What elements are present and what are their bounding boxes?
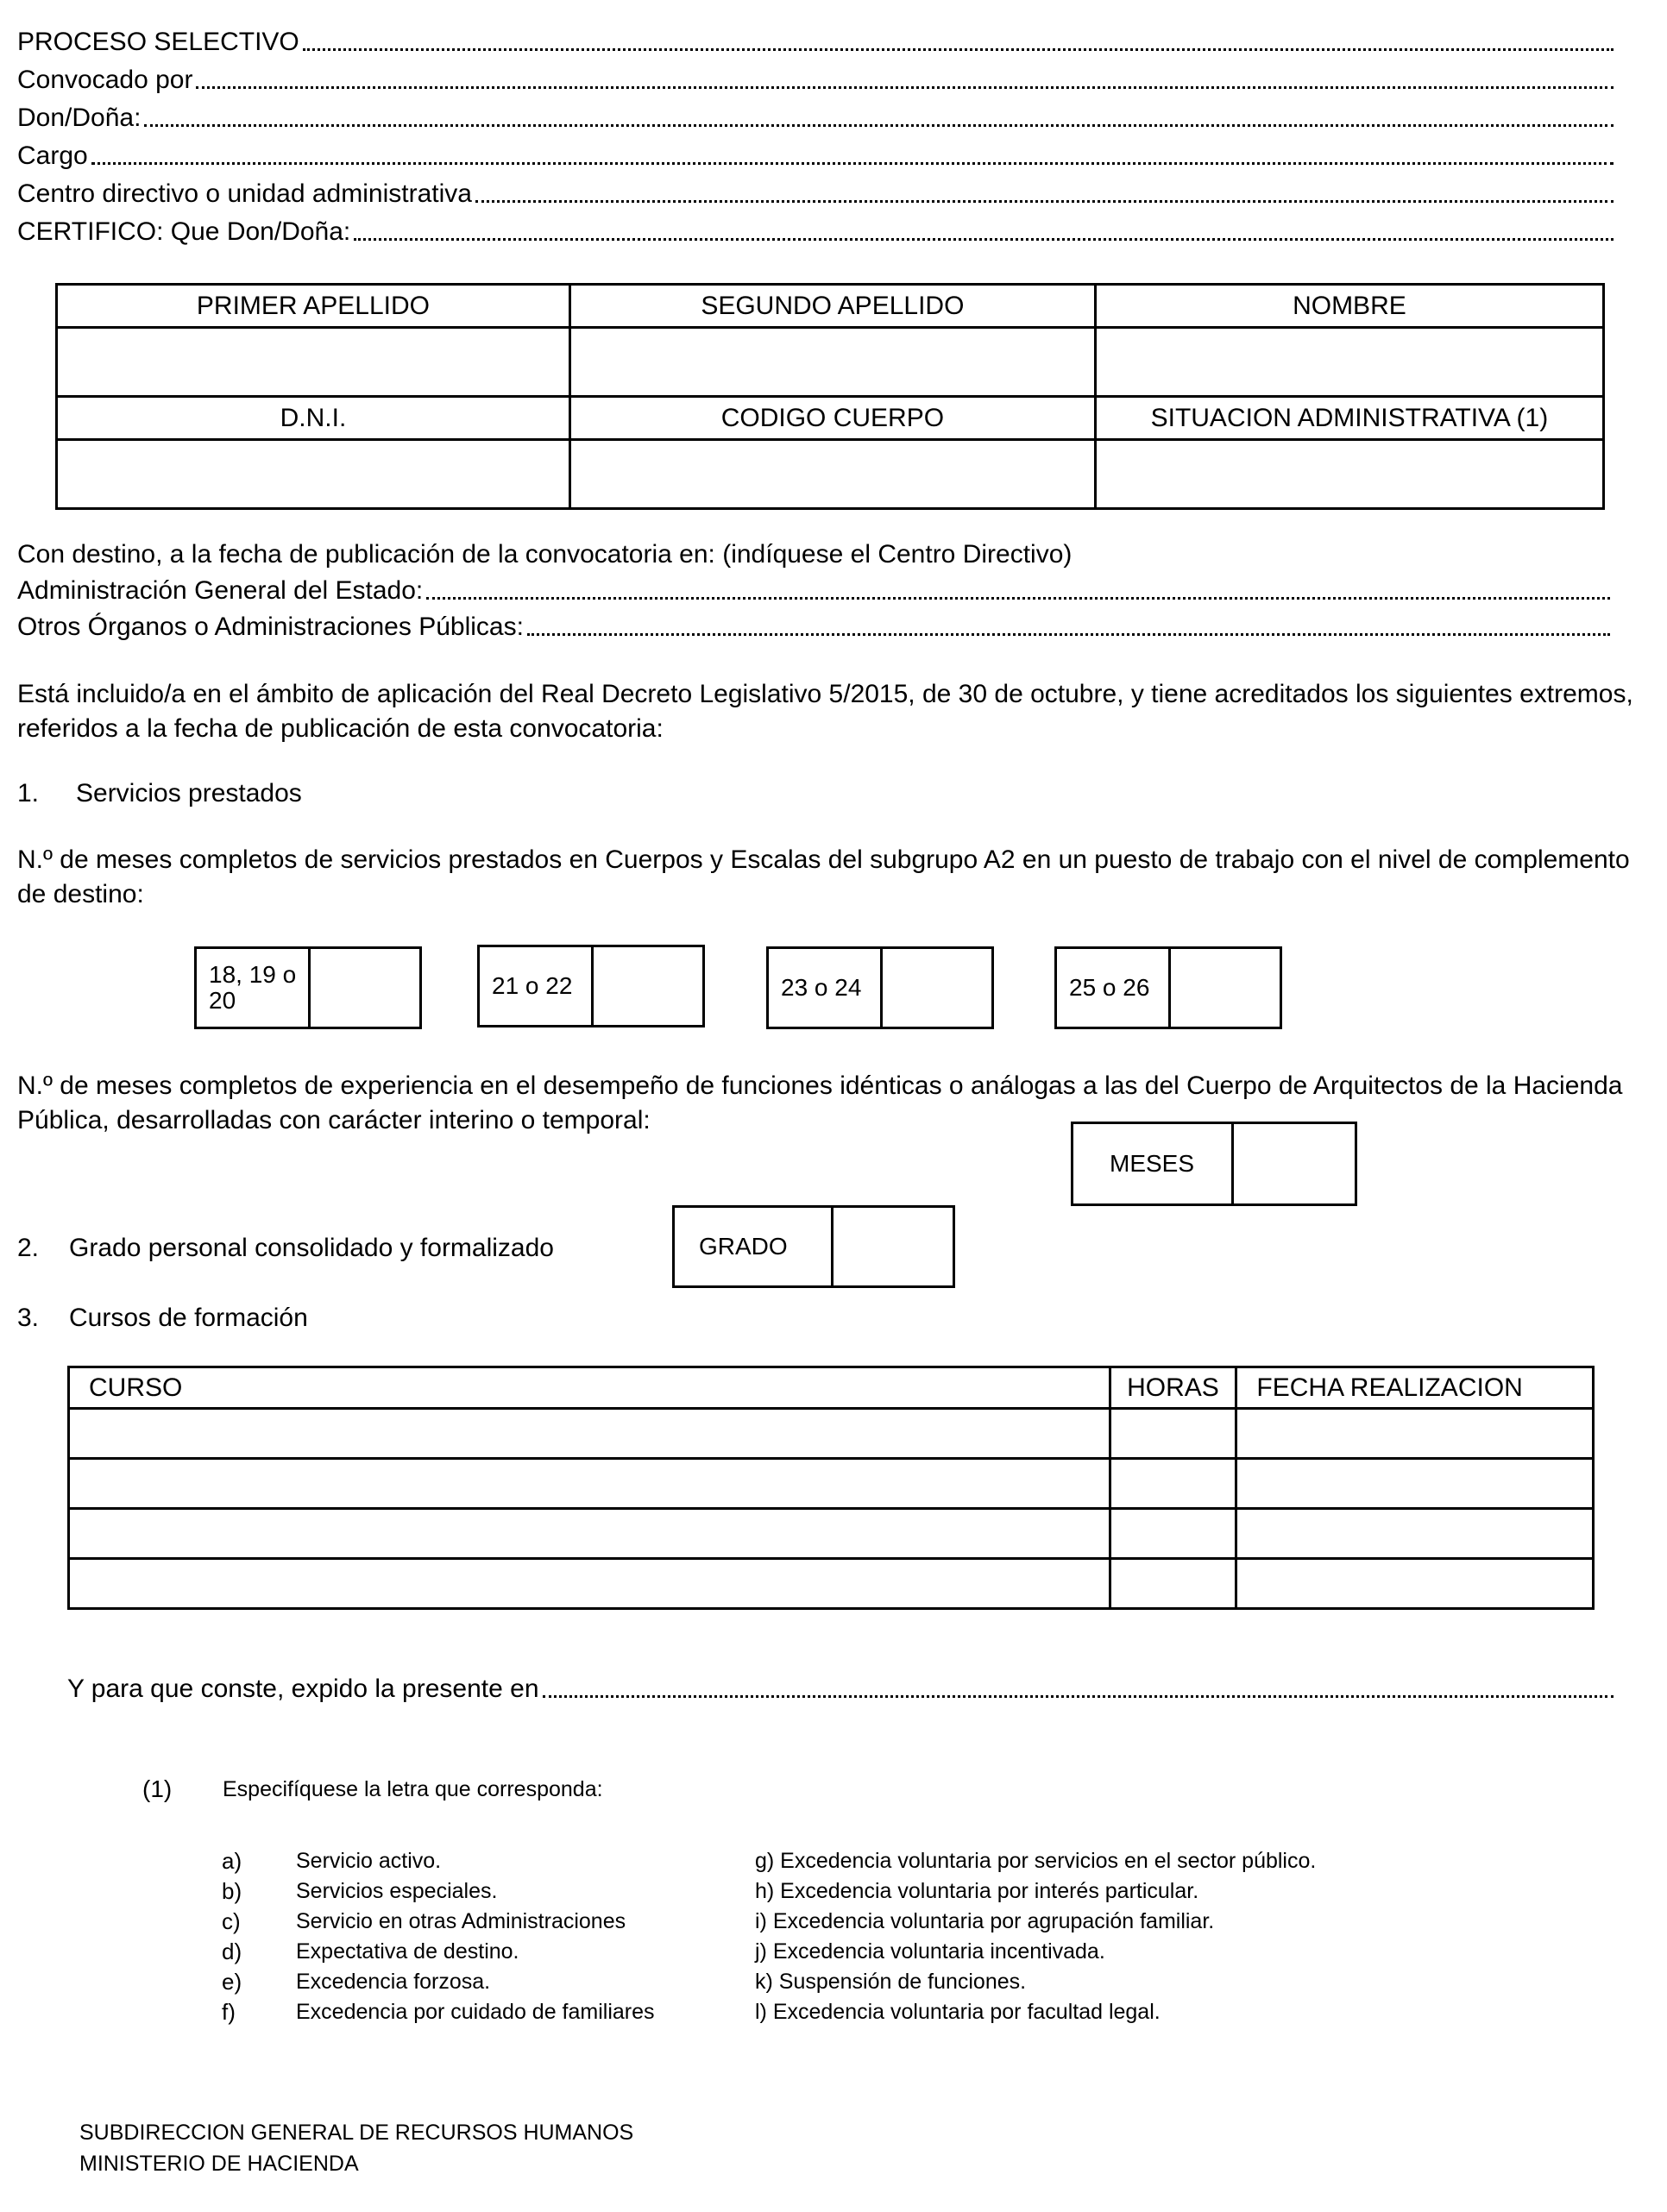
grado-box-field[interactable] [834,1208,953,1285]
nivel-box-18-20 [194,946,422,1029]
fecha-realizacion-header: FECHA REALIZACION [1236,1367,1594,1409]
nivel-box-25-26-label: 25 o 26 [1057,949,1171,1027]
cursos-table [67,1366,1595,1610]
conste-field[interactable] [543,1695,1614,1698]
codigo-cuerpo-cell[interactable] [569,440,1095,509]
section-1-title: Servicios prestados [76,779,302,808]
fecha-cell[interactable] [1236,1409,1594,1459]
centro-label: Centro directivo o unidad administrativa [17,179,472,208]
nivel-box-21-22-label: 21 o 22 [480,947,594,1025]
cargo-field[interactable] [91,162,1614,165]
footer-line-2: MINISTERIO DE HACIENDA [79,2152,359,2176]
nivel-box-25-26 [1054,946,1282,1029]
legend-key: a) [222,1848,242,1874]
dni-header: D.N.I. [57,397,570,440]
otros-organos-field[interactable] [527,633,1610,636]
proceso-selectivo-label: PROCESO SELECTIVO [17,28,299,56]
conste-line [67,1668,1615,1706]
proceso-selectivo-field[interactable] [303,48,1614,51]
list-item: j) Excedencia voluntaria incentivada. [755,1939,1105,1964]
nivel-box-23-24-label: 23 o 24 [769,949,883,1027]
cargo-label: Cargo [17,141,88,170]
meses-box-label: MESES [1073,1124,1234,1203]
age-label: Administración General del Estado: [17,576,424,605]
legend-key: d) [222,1939,242,1964]
horas-header: HORAS [1110,1367,1236,1409]
centro-field[interactable] [475,200,1614,203]
certifico-field[interactable] [354,238,1614,241]
don-field[interactable] [144,124,1614,127]
don-label: Don/Doña: [17,104,142,132]
nivel-box-25-26-field[interactable] [1171,949,1280,1027]
list-item: k) Suspensión de funciones. [755,1970,1027,1994]
nivel-box-21-22-field[interactable] [594,947,702,1025]
age-field[interactable] [426,597,1610,600]
legend-key: f) [222,1999,236,2025]
primer-apellido-cell[interactable] [57,328,570,397]
primer-apellido-header: PRIMER APELLIDO [57,285,570,328]
list-item [222,1997,655,2027]
legend-value: Expectativa de destino. [296,1939,519,1964]
centro-line [17,173,1615,211]
legend-left [222,1846,655,2027]
footer-line-1: SUBDIRECCION GENERAL DE RECURSOS HUMANOS [79,2121,634,2145]
legend-key: b) [222,1878,242,1904]
cargo-line [17,135,1615,173]
section-2-title: Grado personal consolidado y formalizado [69,1234,554,1262]
convocado-label: Convocado por [17,66,193,94]
convocado-field[interactable] [196,86,1614,89]
grado-box [672,1205,955,1288]
situacion-administrativa-header: SITUACION ADMINISTRATIVA (1) [1095,397,1603,440]
legend-key: c) [222,1908,241,1934]
grado-box-label: GRADO [675,1208,834,1285]
table-row [69,1559,1594,1609]
section-3-number: 3. [17,1304,40,1332]
curso-cell[interactable] [69,1409,1110,1459]
note-text: Especifíquese la letra que corresponda: [223,1777,603,1801]
section-2 [17,1231,554,1266]
table-row [69,1409,1594,1459]
section-2-number: 2. [17,1234,40,1262]
legend-value: Servicios especiales. [296,1879,498,1903]
curso-cell[interactable] [69,1509,1110,1559]
nombre-cell[interactable] [1095,328,1603,397]
horas-cell[interactable] [1110,1559,1236,1609]
list-item [222,1937,655,1967]
codigo-cuerpo-header: CODIGO CUERPO [569,397,1095,440]
experiencia-paragraph: N.º de meses completos de experiencia en el desempeño de funciones idénticas o análogas a las del Cuerpo de Arquitectos de la Hacienda Pública, desarrolladas con carácter interino o temporal: [17,1071,1623,1134]
list-item [222,1907,655,1937]
section-3-title: Cursos de formación [69,1304,308,1332]
dni-cell[interactable] [57,440,570,509]
horas-cell[interactable] [1110,1509,1236,1559]
meses-box [1071,1122,1357,1206]
convocado-line [17,59,1615,97]
legend-value: Excedencia forzosa. [296,1970,491,1994]
list-item: i) Excedencia voluntaria por agrupación familiar. [755,1909,1215,1933]
otros-organos-line [17,606,1612,644]
ambito-paragraph: Está incluido/a en el ámbito de aplicación del Real Decreto Legislativo 5/2015, de 30 de octubre, y tiene acreditados los siguientes extremos, referidos a la fecha de publicación de esta convocatoria: [17,680,1633,743]
horas-cell[interactable] [1110,1409,1236,1459]
table-row [69,1509,1594,1559]
conste-label: Y para que conste, expido la presente en [67,1675,539,1703]
age-line [17,569,1612,607]
table-row [69,1459,1594,1509]
nivel-box-18-20-field[interactable] [311,949,419,1027]
personal-data-table [55,283,1605,510]
proceso-selectivo-line [17,21,1615,59]
list-item: g) Excedencia voluntaria por servicios en el sector público. [755,1849,1317,1873]
certifico-line [17,211,1615,248]
certifico-label: CERTIFICO: Que Don/Doña: [17,217,351,246]
nivel-box-23-24-field[interactable] [883,949,991,1027]
list-item: l) Excedencia voluntaria por facultad legal. [755,2000,1161,2024]
legend-value: Servicio activo. [296,1849,442,1873]
list-item [222,1967,655,1997]
curso-cell[interactable] [69,1559,1110,1609]
nombre-header: NOMBRE [1095,285,1603,328]
section-1 [17,776,302,811]
destino-intro: Con destino, a la fecha de publicación de la convocatoria en: (indíquese el Centro Directivo) [17,540,1073,569]
fecha-cell[interactable] [1236,1459,1594,1509]
note-number: (1) [142,1775,173,1802]
nivel-box-18-20-label: 18, 19 o 20 [197,949,311,1027]
nivel-box-23-24 [766,946,994,1029]
list-item [222,1846,655,1876]
curso-header: CURSO [69,1367,1110,1409]
legend-key: e) [222,1969,242,1995]
legend-value: Servicio en otras Administraciones [296,1909,626,1933]
curso-cell[interactable] [69,1459,1110,1509]
fecha-cell[interactable] [1236,1559,1594,1609]
meses-servicios-paragraph: N.º de meses completos de servicios prestados en Cuerpos y Escalas del subgrupo A2 en un puesto de trabajo con el nivel de complemento de destino: [17,845,1630,908]
situacion-administrativa-cell[interactable] [1095,440,1603,509]
fecha-cell[interactable] [1236,1509,1594,1559]
legend-right [755,1846,1316,2027]
section-1-number: 1. [17,779,40,808]
section-3 [17,1301,308,1335]
list-item: h) Excedencia voluntaria por interés particular. [755,1879,1199,1903]
meses-box-field[interactable] [1234,1124,1355,1203]
horas-cell[interactable] [1110,1459,1236,1509]
otros-organos-label: Otros Órganos o Administraciones Públicas: [17,613,524,641]
segundo-apellido-cell[interactable] [569,328,1095,397]
list-item [222,1876,655,1907]
don-line [17,97,1615,135]
legend-value: Excedencia por cuidado de familiares [296,2000,655,2024]
segundo-apellido-header: SEGUNDO APELLIDO [569,285,1095,328]
nivel-box-21-22 [477,945,705,1027]
